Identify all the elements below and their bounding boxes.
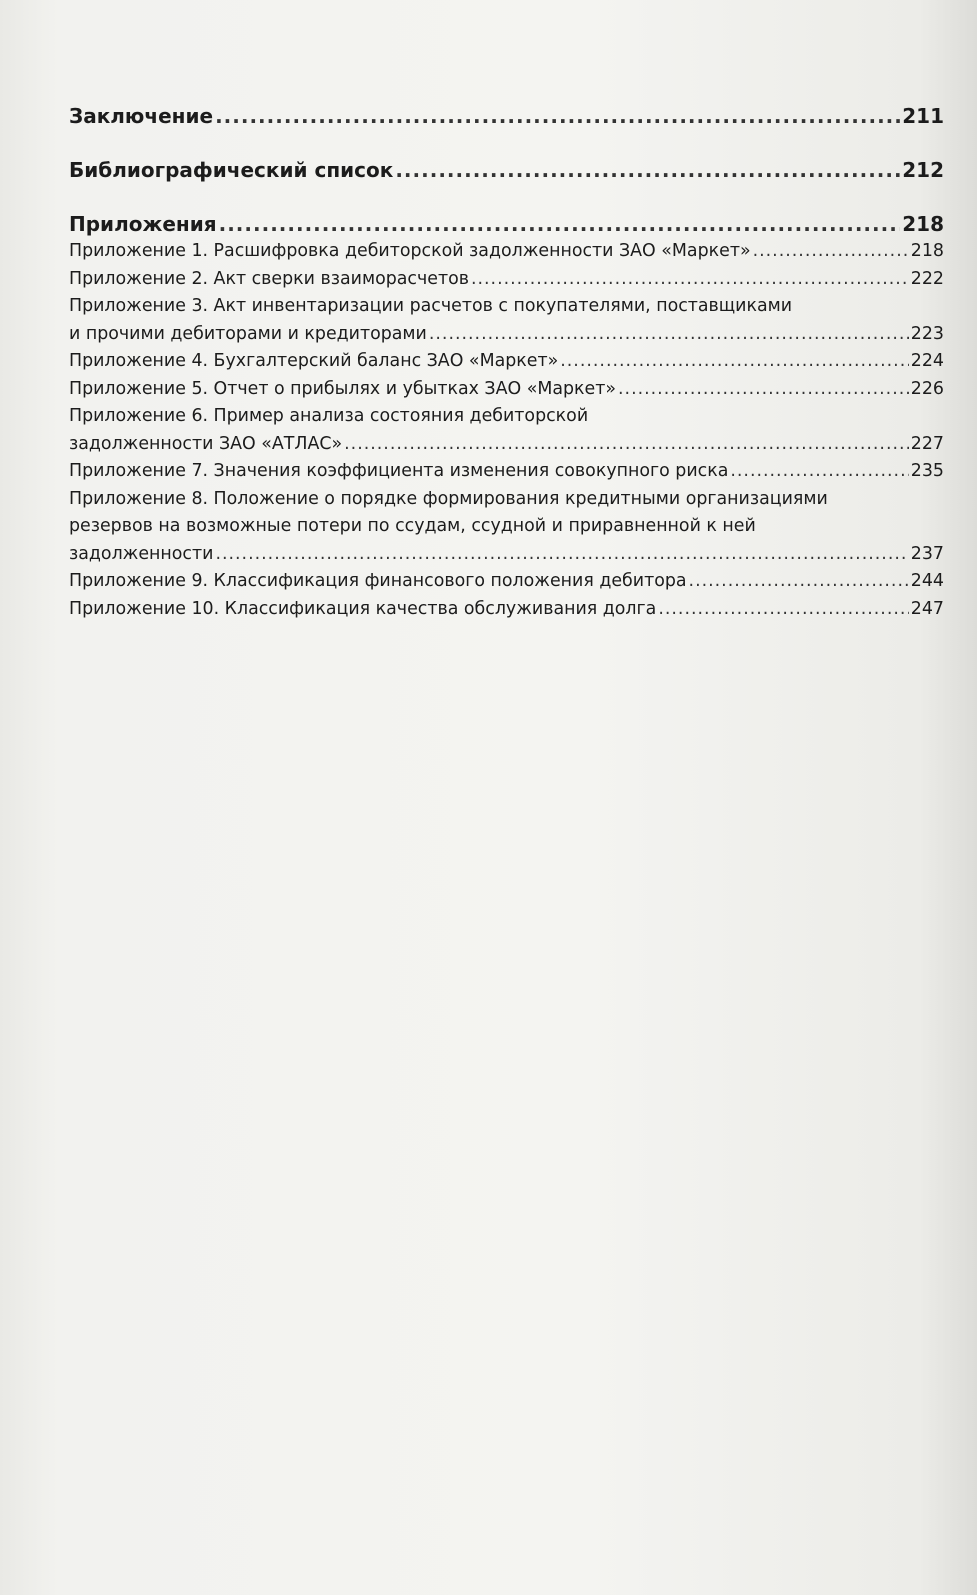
dot-leader <box>429 321 909 349</box>
toc-entry-appendices <box>69 210 944 238</box>
dot-leader <box>689 568 909 596</box>
toc-page-number: 226 <box>910 378 944 399</box>
toc-page-number: 227 <box>910 433 944 454</box>
toc-item-title: Приложение 10. Классификация качества обслуживания долга <box>69 598 657 619</box>
toc-item-appendix-2 <box>69 266 944 294</box>
toc-item-appendix-10 <box>69 596 944 624</box>
toc-item-appendix-5 <box>69 376 944 404</box>
toc-page-number: 223 <box>910 323 944 344</box>
toc-entry-title: Приложения <box>69 212 217 236</box>
toc-item-title-line: и прочими дебиторами и кредиторами <box>69 323 427 344</box>
dot-leader <box>215 102 900 130</box>
toc-page-number: 224 <box>910 351 944 371</box>
toc-page-number: 211 <box>902 104 944 128</box>
toc-item-appendix-9 <box>69 568 944 596</box>
toc-item-title: Приложение 7. Значения коэффициента изменения совокупного риска <box>69 461 729 481</box>
toc-entry-title: Заключение <box>69 104 214 128</box>
toc-item-appendix-8 <box>69 486 944 569</box>
toc-page-number: 244 <box>910 571 944 591</box>
toc-page-number: 237 <box>910 543 944 564</box>
dot-leader <box>730 458 908 486</box>
dot-leader <box>219 210 901 238</box>
toc-item-title-line: Приложение 8. Положение о порядке формирования кредитными организациями <box>69 488 828 509</box>
toc-page-number: 218 <box>902 212 944 236</box>
toc-page-number: 218 <box>910 241 944 261</box>
toc-item-appendix-3 <box>69 293 944 348</box>
dot-leader <box>344 431 909 459</box>
toc-page-number: 235 <box>910 461 944 481</box>
toc-item-title-line: Приложение 6. Пример анализа состояния дебиторской <box>69 406 589 426</box>
dot-leader <box>753 238 909 266</box>
toc-page-number: 222 <box>910 268 944 289</box>
toc-entry-bibliography <box>69 156 944 184</box>
toc-item-title: Приложение 4. Бухгалтерский баланс ЗАО «Маркет» <box>69 351 559 371</box>
toc-item-title: Приложение 1. Расшифровка дебиторской задолженности ЗАО «Маркет» <box>69 241 751 261</box>
dot-leader <box>658 596 908 624</box>
toc-item-title-line: задолженности ЗАО «АТЛАС» <box>69 433 343 454</box>
toc-item-title: Приложение 5. Отчет о прибылях и убытках ЗАО «Маркет» <box>69 378 617 399</box>
toc-page-number: 247 <box>910 598 944 619</box>
toc-item-title: Приложение 9. Классификация финансового положения дебитора <box>69 571 687 591</box>
toc-item-appendix-6 <box>69 403 944 458</box>
dot-leader <box>618 376 909 404</box>
toc-item-appendix-7 <box>69 458 944 486</box>
toc-item-title-line: задолженности <box>69 543 214 564</box>
dot-leader <box>215 541 908 569</box>
toc-item-title-line: резервов на возможные потери по ссудам, ссудной и приравненной к ней <box>69 516 756 536</box>
dot-leader <box>471 266 909 294</box>
dot-leader <box>560 348 909 376</box>
dot-leader <box>395 156 900 184</box>
table-of-contents <box>69 98 944 623</box>
toc-item-appendix-4 <box>69 348 944 376</box>
toc-item-appendix-1 <box>69 238 944 266</box>
toc-page-number: 212 <box>902 158 944 182</box>
toc-item-title-line: Приложение 3. Акт инвентаризации расчетов с покупателями, поставщиками <box>69 296 793 316</box>
toc-entry-conclusion <box>69 102 944 130</box>
toc-entry-title: Библиографический список <box>69 158 394 182</box>
toc-item-title: Приложение 2. Акт сверки взаиморасчетов <box>69 268 469 289</box>
